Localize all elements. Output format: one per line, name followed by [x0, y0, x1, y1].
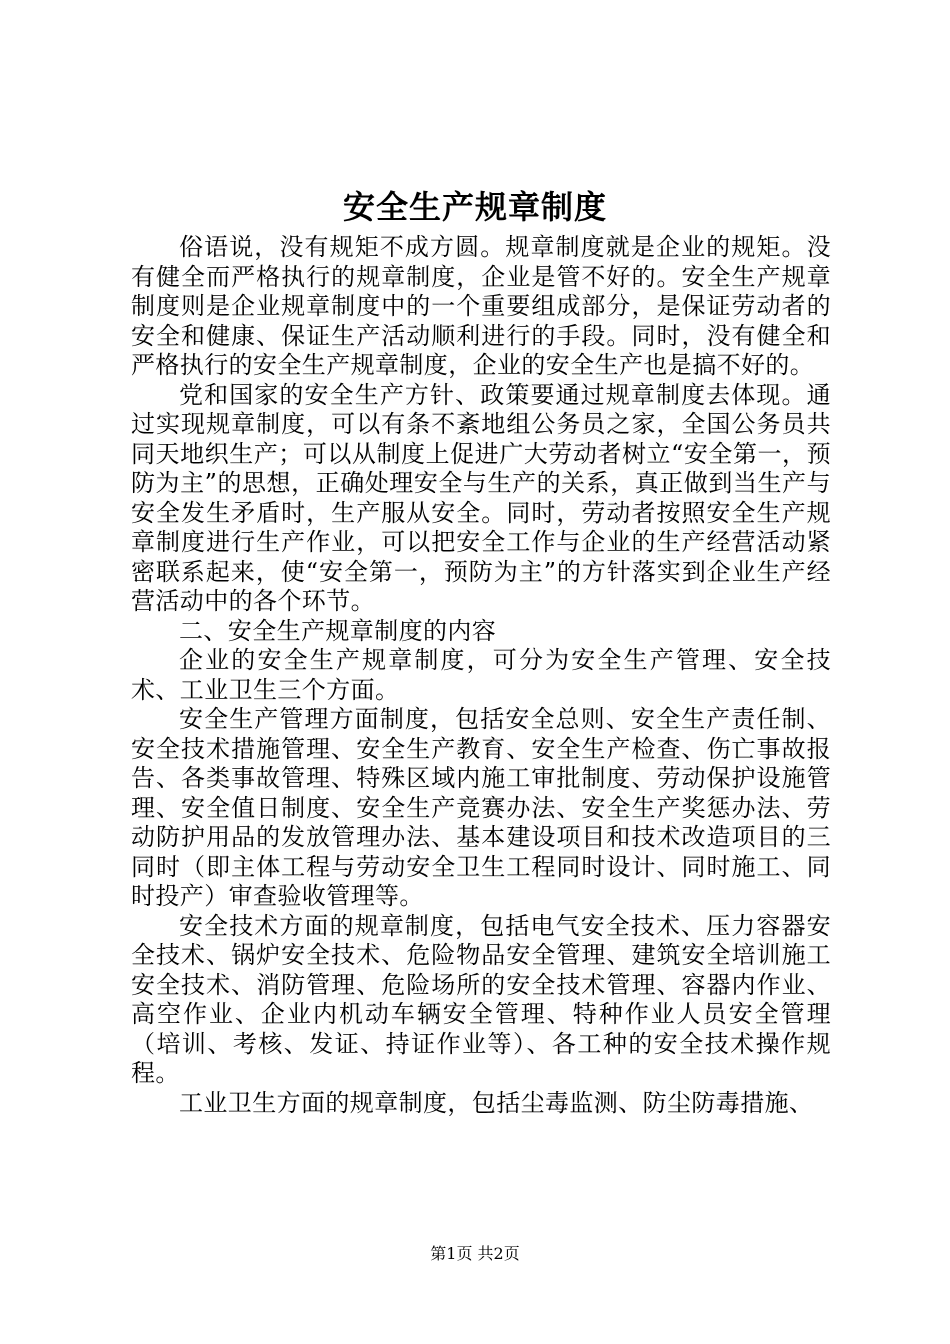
- document-title: 安全生产规章制度: [342, 188, 607, 226]
- paragraph-policy: 党和国家的安全生产方针、政策要通过规章制度去体现。通过实现规章制度，可以有条不紊地组公务员之家，全国公务员共同天地织生产；可以从制度上促进广大劳动者树立“安全第一，预防为主”的思想，正确处理安全与生产的关系，真正做到当生产与安全发生矛盾时，生产服从安全。同时，劳动者按照安全生产规章制度进行生产作业，可以把安全工作与企业的生产经营活动紧密联系起来，使“安全第一，预防为主”的方针落实到企业生产经营活动中的各个环节。: [131, 380, 831, 615]
- paragraph-categories: 企业的安全生产规章制度，可分为安全生产管理、安全技术、工业卫生三个方面。: [131, 646, 831, 704]
- page-number-footer: 第1页 共2页: [430, 1244, 520, 1263]
- paragraph-intro: 俗语说，没有规矩不成方圆。规章制度就是企业的规矩。没有健全而严格执行的规章制度，企业是管不好的。安全生产规章制度则是企业规章制度中的一个重要组成部分，是保证劳动者的安全和健康、保证生产活动顺利进行的手段。同时，没有健全和严格执行的安全生产规章制度，企业的安全生产也是搞不好的。: [131, 233, 831, 379]
- paragraph-hygiene: 工业卫生方面的规章制度，包括尘毒监测、防尘防毒措施、: [179, 1088, 814, 1117]
- document-body: [131, 233, 831, 1118]
- paragraph-management: 安全生产管理方面制度，包括安全总则、安全生产责任制、安全技术措施管理、安全生产教育、安全生产检查、伤亡事故报告、各类事故管理、特殊区域内施工审批制度、劳动保护设施管理、安全值日制度、安全生产竞赛办法、安全生产奖惩办法、劳动防护用品的发放管理办法、基本建设项目和技术改造项目的三同时（即主体工程与劳动安全卫生工程同时设计、同时施工、同时投产）审查验收管理等。: [131, 705, 831, 910]
- paragraph-technical: 安全技术方面的规章制度，包括电气安全技术、压力容器安全技术、锅炉安全技术、危险物品安全管理、建筑安全培训施工安全技术、消防管理、危险场所的安全技术管理、容器内作业、高空作业、企业内机动车辆安全管理、特种作业人员安全管理（培训、考核、发证、持证作业等）、各工种的安全技术操作规程。: [131, 911, 831, 1087]
- section-heading-content: 二、安全生产规章制度的内容: [179, 616, 497, 645]
